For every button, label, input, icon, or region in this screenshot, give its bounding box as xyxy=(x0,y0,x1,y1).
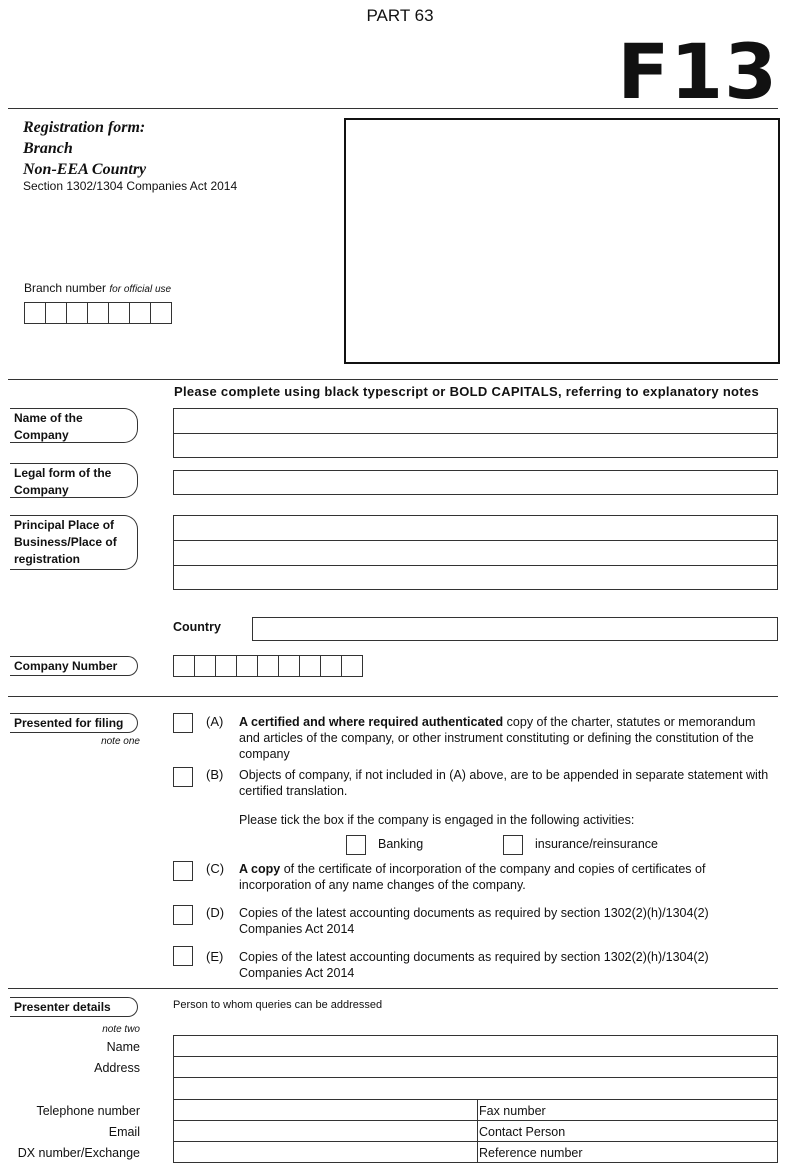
divider xyxy=(8,108,778,109)
section-reference: Section 1302/1304 Companies Act 2014 xyxy=(23,179,238,193)
presenter-hint: Person to whom queries can be addressed xyxy=(173,999,383,1011)
divider xyxy=(8,696,778,697)
branch-cell[interactable] xyxy=(108,302,130,324)
principal-place-label: Principal Place of Business/Place of registration xyxy=(10,515,138,570)
legal-form-label: Legal form of the Company xyxy=(10,463,138,498)
branch-number-label: Branch number for official use xyxy=(24,281,172,295)
item-e-letter: (E) xyxy=(206,949,224,964)
insurance-label: insurance/reinsurance xyxy=(535,837,658,851)
branch-cell[interactable] xyxy=(24,302,46,324)
country-field[interactable] xyxy=(252,617,778,641)
company-number-cell[interactable] xyxy=(341,655,363,677)
form-title xyxy=(23,117,146,180)
tick-instruction: Please tick the box if the company is engaged in the following activities: xyxy=(239,813,635,827)
instructions: Please complete using black typescript or BOLD CAPITALS, referring to explanatory notes xyxy=(174,384,759,399)
item-a-text: A certified and where required authenticated copy of the charter, statutes or memorandum and articles of the company, or other instrument constituting or defining the constitution of the company xyxy=(239,715,756,761)
item-b-text: Objects of company, if not included in (A) above, are to be appended in separate statement with certified translation. xyxy=(239,768,769,798)
name-label: Name xyxy=(106,1040,140,1054)
branch-number-field[interactable] xyxy=(24,302,172,324)
checkbox-e[interactable] xyxy=(173,946,193,966)
note-one: note one xyxy=(101,736,140,747)
reference-number-label: Reference number xyxy=(479,1146,583,1160)
branch-cell[interactable] xyxy=(87,302,109,324)
branch-cell[interactable] xyxy=(129,302,151,324)
contact-person-label: Contact Person xyxy=(479,1125,566,1139)
official-stamp-box xyxy=(344,118,780,364)
note-two: note two xyxy=(102,1024,140,1035)
branch-number-note: for official use xyxy=(109,284,172,295)
company-number-cell[interactable] xyxy=(215,655,237,677)
part-label: PART 63 xyxy=(366,6,434,25)
legal-form-field[interactable] xyxy=(173,470,778,495)
item-e-text: Copies of the latest accounting documents as required by section 1302(2)(h)/1304(2) Companies Act 2014 xyxy=(239,950,709,980)
presenter-grid[interactable] xyxy=(173,1035,778,1163)
company-number-cell[interactable] xyxy=(278,655,300,677)
divider xyxy=(8,379,778,380)
address-label: Address xyxy=(94,1061,140,1075)
title-line-1: Registration form: xyxy=(23,119,146,136)
company-number-cell[interactable] xyxy=(173,655,195,677)
banking-label: Banking xyxy=(378,837,424,851)
company-number-cell[interactable] xyxy=(257,655,279,677)
item-b-letter: (B) xyxy=(206,767,224,782)
company-number-cell[interactable] xyxy=(194,655,216,677)
item-a-letter: (A) xyxy=(206,714,224,729)
item-c-letter: (C) xyxy=(206,861,225,876)
banking-checkbox[interactable] xyxy=(346,835,366,855)
email-label: Email xyxy=(108,1125,140,1139)
form-code: F13 xyxy=(617,27,778,116)
checkbox-d[interactable] xyxy=(173,905,193,925)
company-number-cell[interactable] xyxy=(320,655,342,677)
item-d-text: Copies of the latest accounting documents as required by section 1302(2)(h)/1304(2) Companies Act 2014 xyxy=(239,906,709,936)
fax-label: Fax number xyxy=(479,1104,546,1118)
branch-cell[interactable] xyxy=(66,302,88,324)
dx-label: DX number/Exchange xyxy=(17,1146,140,1160)
divider xyxy=(8,988,778,989)
insurance-checkbox[interactable] xyxy=(503,835,523,855)
country-label: Country xyxy=(173,620,221,634)
principal-place-field[interactable] xyxy=(173,515,778,590)
checkbox-a[interactable] xyxy=(173,713,193,733)
telephone-label: Telephone number xyxy=(36,1104,140,1118)
title-line-3: Non-EEA Country xyxy=(23,161,147,178)
company-number-field[interactable] xyxy=(173,655,363,677)
checkbox-c[interactable] xyxy=(173,861,193,881)
branch-cell[interactable] xyxy=(45,302,67,324)
item-d-letter: (D) xyxy=(206,905,225,920)
presented-for-filing-label: Presented for filing xyxy=(10,713,138,733)
company-number-cell[interactable] xyxy=(236,655,258,677)
item-c-text: A copy of the certificate of incorporation of the company and copies of certificates of incorporation of any name changes of the company. xyxy=(239,862,706,892)
name-of-company-label: Name of the Company xyxy=(10,408,138,443)
checkbox-b[interactable] xyxy=(173,767,193,787)
company-number-cell[interactable] xyxy=(299,655,321,677)
branch-cell[interactable] xyxy=(150,302,172,324)
presenter-details-label: Presenter details xyxy=(10,997,138,1017)
company-name-field[interactable] xyxy=(173,408,778,458)
company-number-label: Company Number xyxy=(10,656,138,676)
title-line-2: Branch xyxy=(23,140,73,157)
